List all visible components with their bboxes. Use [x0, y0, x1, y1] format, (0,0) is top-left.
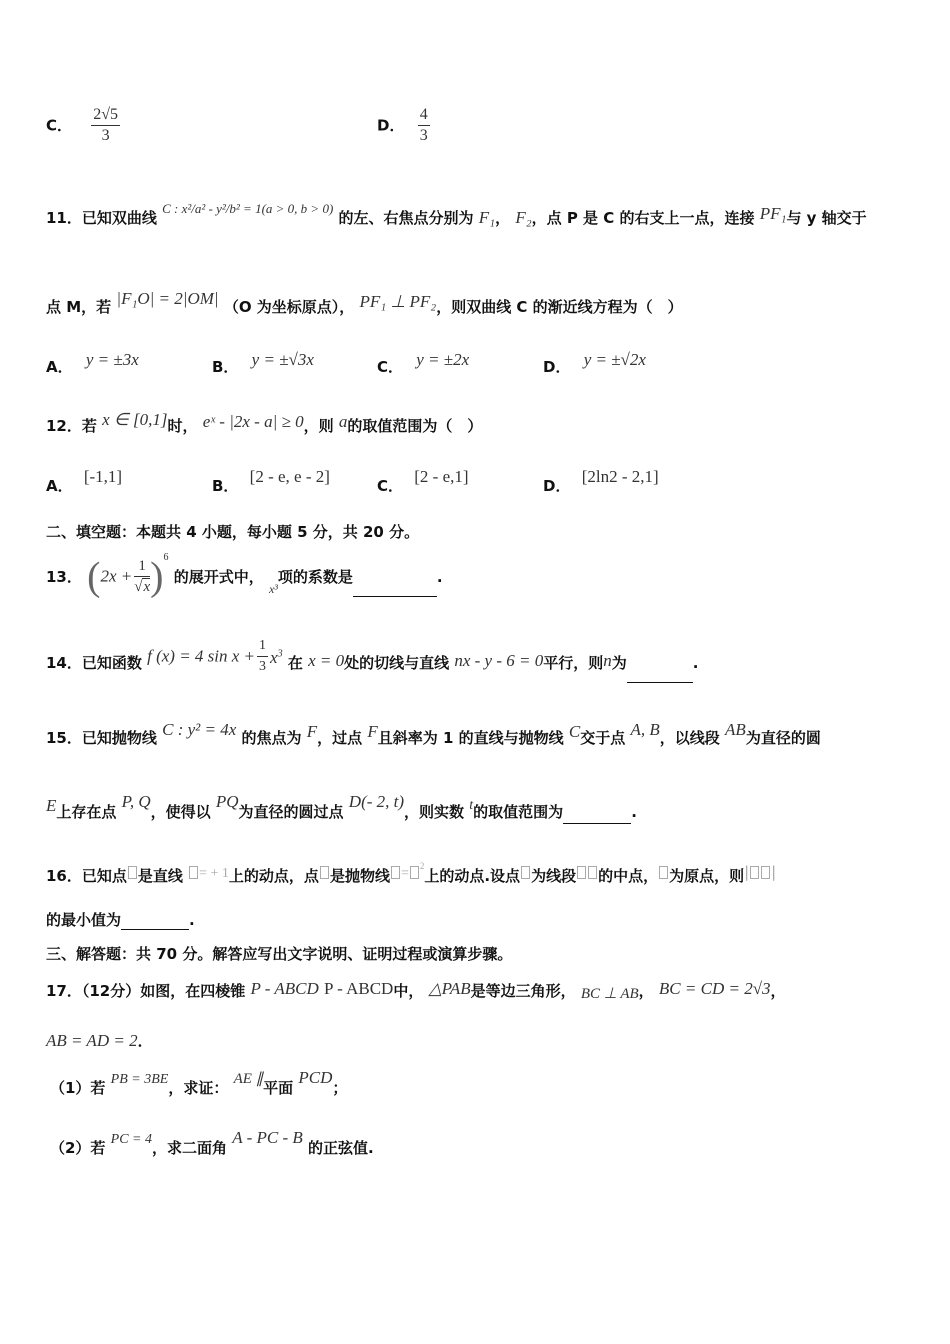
- q17-part1: [50, 1068, 348, 1100]
- focus-f: F: [306, 722, 318, 741]
- q17-comma-2: ，: [770, 982, 786, 1000]
- q16-text-5: 为线段: [531, 867, 577, 885]
- q14-text-3: 平行，则: [543, 653, 604, 672]
- q15-text-6: 为直径的圆: [745, 729, 821, 747]
- denominator: 3: [101, 127, 110, 144]
- option-expr: [2 - e, e - 2]: [249, 467, 330, 486]
- option-label: D．: [377, 116, 405, 135]
- missing-glyph: [577, 866, 586, 879]
- q12-text-2: ，则: [303, 417, 334, 435]
- q16-text-3: 是抛物线: [329, 867, 390, 885]
- focus-f1: F₁: [478, 208, 496, 227]
- option-label: D．: [543, 477, 571, 495]
- line-equation: nx - y - 6 = 0: [454, 650, 544, 670]
- part-label: （2）若: [50, 1139, 106, 1157]
- answer-blank[interactable]: [353, 582, 437, 597]
- section-2-heading: 二、填空题：本题共 4 小题，每小题 5 分，共 20 分。: [46, 523, 420, 541]
- plane-pcd: PCD: [298, 1068, 333, 1087]
- segment-ab: AB: [725, 720, 746, 739]
- missing-glyph: [750, 866, 759, 879]
- section-3-heading: 三、解答题：共 70 分。解答应写出文字说明、证明过程或演算步骤。: [46, 945, 513, 963]
- term-x3: x³: [268, 581, 278, 596]
- option-label: C．: [46, 116, 73, 135]
- option-label: D．: [543, 358, 571, 376]
- inequality: eˣ - |2x - a| ≥ 0: [202, 412, 304, 431]
- option-expr: y = ±√2x: [583, 350, 646, 369]
- q15-text-1: 的焦点为: [241, 729, 302, 747]
- segment-pf1: PF₁: [759, 204, 787, 223]
- exponent: 3: [277, 648, 283, 660]
- q16-line1: [46, 862, 776, 888]
- missing-glyph: [128, 866, 137, 879]
- q11-comma: ，: [495, 209, 511, 227]
- part2-end: 的正弦值.: [308, 1139, 374, 1157]
- option-fraction: [91, 105, 120, 146]
- length-condition-2: AB = AD = 2: [46, 1031, 138, 1050]
- q11-text-4: 点 M，若: [46, 298, 112, 316]
- function-definition: [147, 636, 282, 677]
- q16-line2: [46, 910, 195, 930]
- q12-option-a: [46, 467, 123, 496]
- part1-condition: PB = 3BE: [110, 1072, 169, 1087]
- binomial-expression: [87, 551, 169, 599]
- answer-blank[interactable]: [627, 668, 693, 683]
- q15-text-9: 为直径的圆过点: [238, 803, 344, 821]
- q12-option-c: [377, 467, 469, 496]
- q12-option-d: [543, 467, 659, 496]
- q13-end: .: [436, 567, 443, 586]
- q16-text-7: 为原点，则: [669, 867, 745, 885]
- segment-pq: PQ: [215, 792, 239, 811]
- question-number: 12．若: [46, 417, 97, 435]
- part2-text: ，求二面角: [152, 1139, 228, 1157]
- q15-line1: [46, 720, 821, 748]
- question-number: 13．: [46, 567, 82, 586]
- option-expr: [2ln2 - 2,1]: [581, 467, 659, 486]
- q12-line1: [46, 410, 483, 436]
- abs-bar: |: [771, 863, 777, 881]
- option-label: B．: [212, 477, 239, 495]
- missing-glyph: [588, 866, 597, 879]
- q15-text-2: ，过点: [317, 729, 363, 747]
- q16-end: .: [189, 911, 195, 929]
- q17-part2: [50, 1128, 374, 1160]
- denominator: √x: [134, 579, 151, 595]
- option-label: B．: [212, 358, 239, 376]
- option-expr: y = ±√3x: [251, 350, 314, 369]
- q15-line2: [46, 792, 637, 824]
- perpendicular-condition: BC ⊥ AB: [580, 986, 639, 1002]
- pyramid-name-dup: P - ABCD: [324, 979, 394, 998]
- plane-label: 平面: [263, 1079, 294, 1097]
- q12-text-3: 的取值范围为（ ）: [347, 417, 483, 435]
- q15-text-11: 的取值范围为: [473, 803, 564, 821]
- numerator: 4: [418, 105, 430, 126]
- exponent: 2: [419, 861, 425, 871]
- part1-end: ；: [332, 1079, 348, 1097]
- q16-text-8: 的最小值为: [46, 911, 122, 929]
- option-label: A．: [46, 477, 73, 495]
- q16-text-6: 的中点，: [598, 867, 659, 885]
- q17-dot: ．: [137, 1032, 153, 1050]
- hyperbola-equation: C : x²/a² - y²/b² = 1(a > 0, b > 0): [162, 201, 334, 216]
- focus-f2: F₂: [515, 208, 532, 227]
- point-d: D(- 2, t): [348, 792, 405, 811]
- q13-text-2: 项的系数是: [277, 567, 353, 586]
- q13-text-1: 的展开式中，: [173, 567, 264, 586]
- part1-text: ，求证：: [168, 1079, 229, 1097]
- point-x0: x = 0: [308, 650, 345, 670]
- circle-e: E: [46, 796, 57, 815]
- condition-1: |F₁O| = 2|OM|: [116, 289, 219, 308]
- condition-2: PF₁ ⊥ PF₂: [359, 292, 437, 311]
- numerator: 1: [134, 556, 150, 577]
- q15-text-4: 交于点: [580, 729, 626, 747]
- missing-glyph: [410, 866, 419, 879]
- triangle-pab: △PAB: [428, 979, 471, 998]
- length-condition: BC = CD = 2√3: [658, 979, 771, 998]
- pyramid-name: P - ABCD: [250, 979, 319, 998]
- q11-line2: [46, 289, 683, 317]
- numerator: 2√5: [91, 105, 120, 126]
- line-equation: = + 1: [199, 866, 229, 881]
- q10-option-d: [377, 105, 430, 155]
- missing-glyph: [659, 866, 668, 879]
- q15-text-5: ，以线段: [659, 729, 720, 747]
- numerator: 1: [257, 636, 268, 657]
- q15-text-8: ，使得以: [150, 803, 211, 821]
- q14-text-1: 在: [287, 653, 303, 672]
- q14-line: [46, 636, 698, 686]
- denominator: 3: [259, 659, 267, 674]
- q11-line1: [46, 201, 867, 229]
- q11-text-5: （O 为坐标原点），: [223, 298, 355, 316]
- answer-blank[interactable]: [121, 915, 189, 930]
- q15-end: .: [631, 803, 637, 821]
- function-lhs: f (x) = 4 sin x +: [147, 646, 256, 666]
- dihedral-angle: A - PC - B: [232, 1128, 303, 1147]
- binomial-fraction: [134, 556, 150, 597]
- q11-option-b: [212, 350, 314, 377]
- points-ab: A, B: [630, 720, 660, 739]
- question-number: 15．已知抛物线: [46, 729, 157, 747]
- q17-line1: [46, 981, 786, 1002]
- q15-text-10: ，则实数: [404, 803, 465, 821]
- focus-f-2: F: [367, 722, 378, 741]
- q13-line: [46, 551, 443, 606]
- curve-c: C: [568, 722, 581, 741]
- param-t: t: [469, 798, 474, 813]
- q11-option-a: [46, 350, 139, 377]
- missing-glyph: [189, 866, 198, 879]
- q17-comma: ，: [638, 982, 654, 1000]
- missing-glyph: [521, 866, 530, 879]
- abs-bar: |: [744, 863, 750, 881]
- q16-text-2: 上的动点，点: [228, 867, 319, 885]
- q12-option-b: [212, 467, 330, 496]
- option-expr: y = ±2x: [416, 350, 470, 369]
- q11-option-d: [543, 350, 646, 377]
- q10-option-c: [46, 105, 120, 155]
- q14-text-4: 为: [611, 653, 627, 672]
- option-expr: [-1,1]: [83, 467, 123, 486]
- part-label: （1）若: [50, 1079, 106, 1097]
- q15-text-7: 上存在点: [56, 803, 117, 821]
- question-number: 17．（12分）如图，在四棱锥: [46, 982, 246, 1000]
- option-expr: [2 - e,1]: [414, 467, 469, 486]
- q11-text-6: ，则双曲线 C 的渐近线方程为（ ）: [436, 298, 683, 316]
- option-label: A．: [46, 358, 73, 376]
- param-n: n: [603, 650, 612, 670]
- missing-glyph: [320, 866, 329, 879]
- q11-text-2: ，点 P 是 C 的右支上一点，连接: [531, 209, 755, 227]
- param-a: a: [338, 412, 348, 431]
- binomial-term: 2x +: [100, 566, 133, 586]
- q14-end: .: [692, 653, 699, 672]
- domain-condition: x ∈ [0,1]: [102, 410, 168, 429]
- q11-text-3: 与 y 轴交于: [786, 209, 867, 227]
- q12-text-1: 时，: [167, 417, 198, 435]
- coef-fraction: [257, 636, 268, 677]
- option-fraction: [418, 105, 430, 146]
- q17-text-2: 是等边三角形，: [470, 982, 576, 1000]
- q17-line2: [46, 1031, 153, 1051]
- radicand: x: [143, 579, 151, 595]
- question-number: 14．已知函数: [46, 653, 142, 672]
- cubic-term: $x^3$: [270, 648, 283, 668]
- missing-glyph: [391, 866, 400, 879]
- parallel-symbol: AE ∥: [233, 1071, 264, 1087]
- denominator: 3: [419, 127, 428, 144]
- answer-blank[interactable]: [563, 809, 631, 824]
- q17-text-1: 中，: [393, 982, 424, 1000]
- left-paren: (: [87, 553, 101, 599]
- q16-text-1: 是直线: [137, 867, 183, 885]
- right-paren: ): [150, 553, 164, 599]
- part2-condition: PC = 4: [110, 1132, 153, 1147]
- q11-option-c: [377, 350, 470, 377]
- points-pq: P, Q: [121, 792, 151, 811]
- option-expr: y = ±3x: [85, 350, 139, 369]
- q15-text-3: 且斜率为 1 的直线与抛物线: [377, 729, 564, 747]
- missing-glyph: [761, 866, 770, 879]
- parabola-equation: =: [400, 866, 409, 881]
- parabola-equation: C : y² = 4x: [162, 720, 237, 739]
- q11-text-1: 的左、右焦点分别为: [338, 209, 474, 227]
- question-number: 11．已知双曲线: [46, 209, 157, 227]
- q16-text-4: 上的动点.设点: [424, 867, 521, 885]
- q14-text-2: 处的切线与直线: [344, 653, 450, 672]
- option-label: C．: [377, 358, 404, 376]
- exponent: 6: [163, 551, 169, 563]
- option-label: C．: [377, 477, 404, 495]
- question-number: 16．已知点: [46, 867, 127, 885]
